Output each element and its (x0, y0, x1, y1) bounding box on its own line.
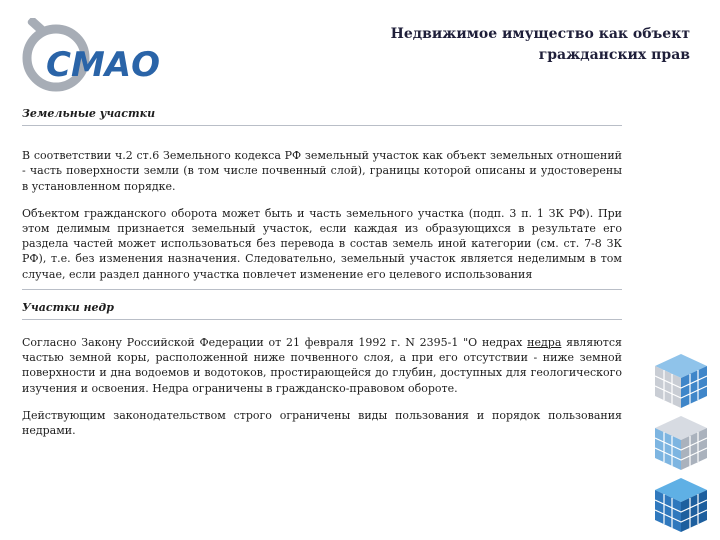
section-separator (22, 125, 622, 126)
land-paragraph-2: Объектом гражданского оборота может быть и часть земельного участка (подп. 3 п. 1 ЗК РФ). При этом делимым признается земельный участок, если каждая из образующихся в результате его раздела частей может использоваться без перевода в состав земель иной категории (см. ст. 7-8 ЗК РФ), т.е. без изменения назначения. Следовательно, земельный участок является неделимым в том случае, если раздел данного участка повлечет изменение его целевого использования (22, 206, 622, 281)
section-heading-subsoil: Участки недр (22, 300, 114, 314)
title-line-2: гражданских прав (538, 47, 690, 63)
logo-text: СМАО (46, 45, 161, 85)
land-paragraph-1: В соответствии ч.2 ст.6 Земельного кодекса РФ земельный участок как объект земельных отношений - часть поверхности земли (в том числе почвенный слой), границы которой описаны и удостоверены в установленном порядке. (22, 149, 622, 193)
content-body (22, 106, 622, 438)
section-separator (22, 319, 622, 320)
slide-title (330, 24, 690, 66)
subsoil-text-after: являются частью земной коры, расположенной ниже почвенного слоя, а при его отсутствии - ниже земной поверхности и дна водоемов и водотоков, простирающейся до глубин, доступных для геологического изучения и освоения. Недра ограничены в гражданско-правовом обороте. (22, 336, 622, 395)
rubik-cube-icon (652, 414, 710, 472)
section-separator (22, 289, 622, 290)
smao-logo (22, 18, 172, 98)
subsoil-paragraph-1 (22, 335, 622, 396)
title-line-1: Недвижимое имущество как объект (390, 26, 690, 42)
cube-decoration-column (652, 352, 710, 538)
rubik-cube-icon (652, 476, 710, 534)
subsoil-link[interactable]: недра (527, 336, 562, 350)
rubik-cube-icon (652, 352, 710, 410)
subsoil-text-before: Согласно Закону Российской Федерации от 21 февраля 1992 г. N 2395-1 "О недрах (22, 336, 528, 350)
subsoil-paragraph-2: Действующим законодательством строго ограничены виды пользования и порядок пользования недрами. (22, 408, 622, 438)
section-heading-land: Земельные участки (22, 107, 156, 120)
